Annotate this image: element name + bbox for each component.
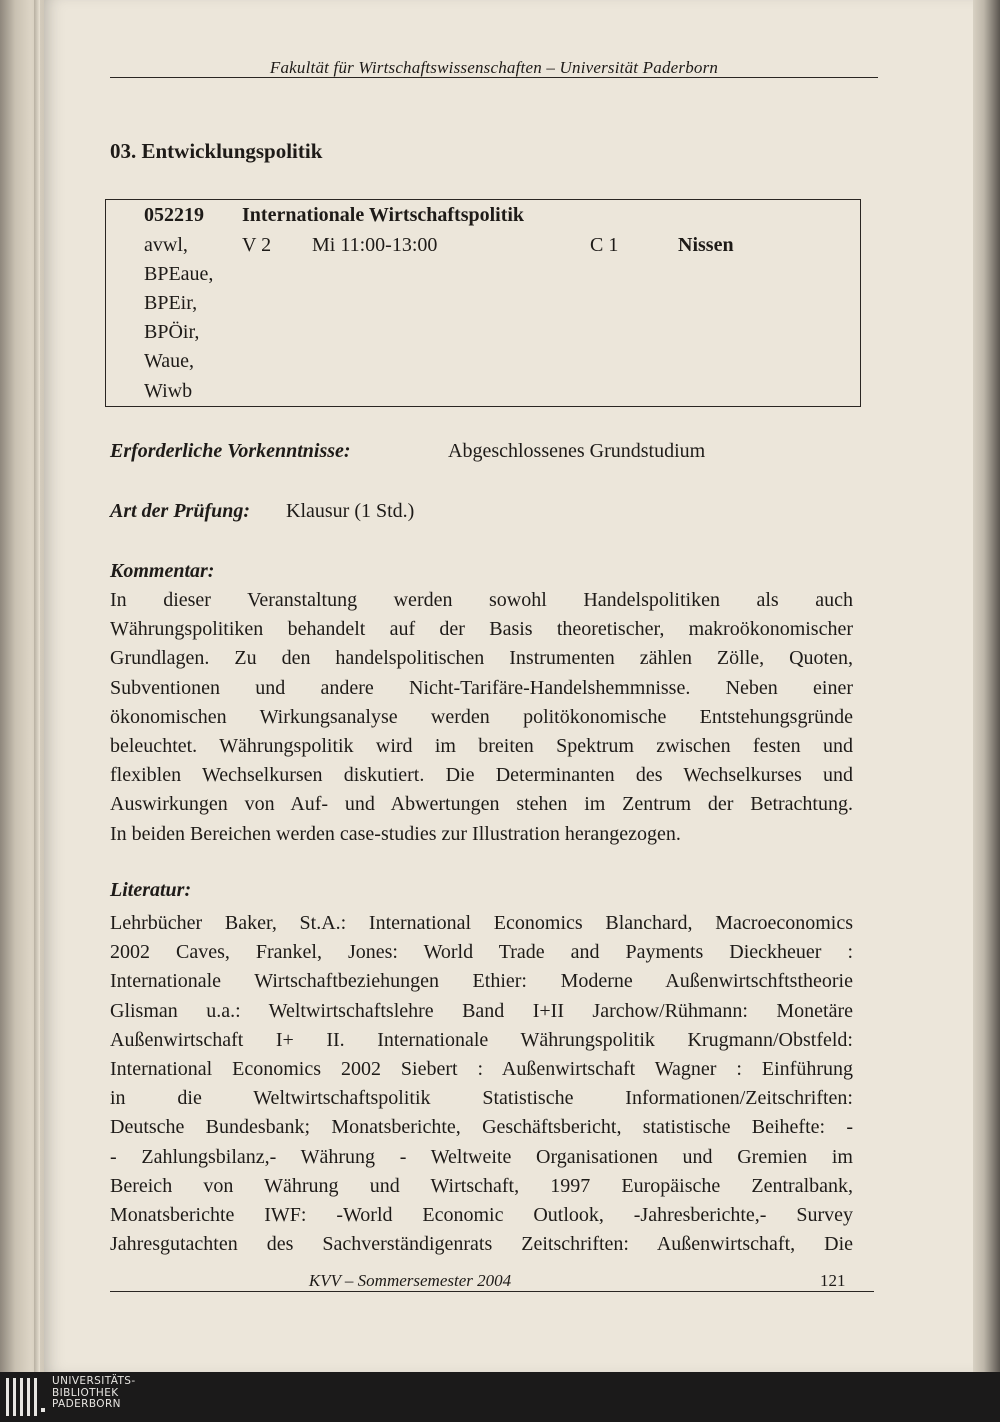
prerequisites-value: Abgeschlossenes Grundstudium [448,440,706,462]
literature-line: Bereich von Währung und Wirtschaft, 1997 Europäische Zentralbank, [110,1174,853,1197]
literature-line: in die Weltwirtschaftspolitik Statistische Informationen/Zeitschriften: [110,1087,853,1110]
comment-label: Kommentar: [110,560,215,582]
program-1: BPEaue, [144,263,214,285]
literature-line: Internationale Wirtschaftbeziehungen Ethier: Moderne Außenwirtschftstheorie [110,970,853,993]
program-2: BPEir, [144,292,198,314]
header-rule [110,77,878,78]
literature-line: International Economics 2002 Siebert : Außenwirtschaft Wagner : Einführung [110,1057,853,1080]
course-title: Internationale Wirtschaftspolitik [242,204,525,226]
course-room: C 1 [590,234,619,256]
course-lecturer: Nissen [678,234,734,256]
course-box [105,199,861,407]
course-type: V 2 [242,234,272,256]
program-3: BPÖir, [144,321,200,343]
course-time: Mi 11:00-13:00 [312,234,438,256]
library-logo-text [52,1376,136,1411]
literature-line: Glisman u.a.: Weltwirtschaftslehre Band I+II Jarchow/Rühmann: Monetäre [110,999,853,1022]
comment-line: In dieser Veranstaltung werden sowohl Handelspolitiken als auch [110,589,853,611]
page-number: 121 [820,1271,846,1290]
library-logo-icon [6,1378,46,1416]
literature-line: Lehrbücher Baker, St.A.: International Economics Blanchard, Macroeconomics [110,912,853,934]
literature-line: Monatsberichte IWF: -World Economic Outlook, -Jahresberichte,- Survey [110,1203,853,1226]
library-line-3: PADERBORN [52,1398,121,1410]
running-header: Fakultät für Wirtschaftswissenschaften – Universität Paderborn [269,58,719,77]
comment-line: In beiden Bereichen werden case-studies zur Illustration herangezogen. [110,822,681,845]
comment-line: beleuchtet. Währungspolitik wird im breiten Spektrum zwischen festen und [110,734,853,757]
footer-title: KVV – Sommersemester 2004 [308,1271,512,1290]
footer-rule [110,1291,874,1292]
literature-line: Außenwirtschaft I+ II. Internationale Währungspolitik Krugmann/Obstfeld: [110,1028,853,1051]
program-0: avwl, [144,234,188,256]
library-footer-strip [0,1372,1000,1422]
library-line-2: BIBLIOTHEK [52,1386,119,1399]
exam-value: Klausur (1 Std.) [286,500,415,522]
comment-line: Subventionen und andere Nicht-Tarifäre-Handelshemmnisse. Neben einer [110,676,853,699]
comment-line: ökonomischen Wirkungsanalyse werden politökonomische Entstehungsgründe [110,705,853,728]
section-title: 03. Entwicklungspolitik [110,139,323,163]
literature-text [110,909,853,1259]
literature-line: Jahresgutachten des Sachverständigenrats Zeitschriften: Außenwirtschaft, Die [110,1233,853,1256]
page-edge [973,0,1000,1372]
course-number: 052219 [144,204,204,226]
comment-line: Auswirkungen von Auf- und Abwertungen stehen im Zentrum der Betrachtung. [110,793,853,816]
literature-line: Deutsche Bundesbank; Monatsberichte, Geschäftsbericht, statistische Beihefte: - [110,1116,853,1139]
prerequisites-label: Erforderliche Vorkenntnisse: [110,440,351,462]
program-4: Waue, [144,350,195,372]
literature-line: - Zahlungsbilanz,- Währung - Weltweite Organisationen und Gremien im [110,1145,853,1168]
spine-edge [34,0,40,1372]
library-line-1: UNIVERSITÄTS- [52,1375,136,1387]
comment-line: Währungspolitiken behandelt auf der Basis theoretischer, makroökonomischer [110,618,853,641]
comment-line: flexiblen Wechselkursen diskutiert. Die Determinanten des Wechselkurses und [110,764,853,787]
comment-line: Grundlagen. Zu den handelspolitischen Instrumenten zählen Zölle, Quoten, [110,647,853,670]
exam-label: Art der Prüfung: [110,500,251,522]
literature-line: 2002 Caves, Frankel, Jones: World Trade and Payments Dieckheuer : [110,941,853,964]
literature-label: Literatur: [110,879,192,901]
comment-text [110,586,853,849]
program-5: Wiwb [144,380,193,402]
